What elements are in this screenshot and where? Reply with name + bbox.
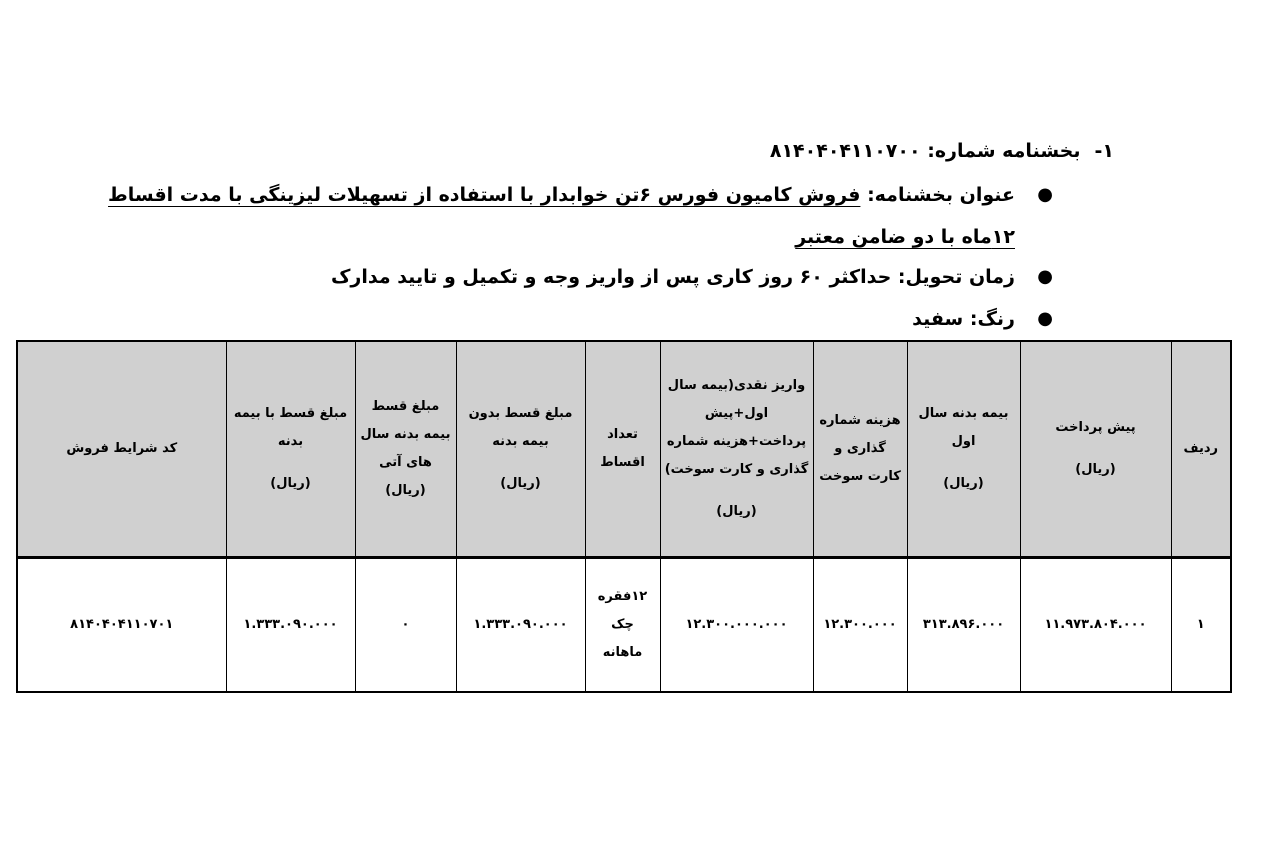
cell-plate-cost: ۱۲.۳۰۰.۰۰۰ [813,558,907,693]
cell-body-insurance: ۳۱۳.۸۹۶.۰۰۰ [907,558,1020,693]
cell-installment-no-insurance: ۱.۳۳۳.۰۹۰.۰۰۰ [456,558,585,693]
header-installment-with-insurance: مبلغ قسط با بیمه بدنه (ریال) [226,341,355,558]
cell-cash-deposit: ۱۲.۳۰۰.۰۰۰.۰۰۰ [660,558,813,693]
header-sale-code: کد شرایط فروش [17,341,226,558]
header-installment-future-insurance: مبلغ قسط بیمه بدنه سال های آتی (ریال) [355,341,456,558]
bullet-title-continued [795,226,1015,248]
cell-installments-count: ۱۲فقره چک ماهانه [585,558,660,693]
delivery-text: زمان تحویل: حداکثر ۶۰ روز کاری پس از واریز وجه و تکمیل و تایید مدارک [330,266,1015,288]
cell-sale-code: ۸۱۴۰۴۰۴۱۱۰۷۰۱ [17,558,226,693]
bullet-delivery [330,266,1053,288]
cell-installment-future-insurance: ۰ [355,558,456,693]
bullet-title [108,184,1053,206]
header-row-no: ردیف [1171,341,1231,558]
header-body-insurance: بیمه بدنه سال اول (ریال) [907,341,1020,558]
header-installments-count: تعداد اقساط [585,341,660,558]
bullet-dot-icon: ● [1037,184,1053,205]
header-prepayment: پیش پرداخت (ریال) [1020,341,1171,558]
header-plate-cost: هزینه شماره گذاری و کارت سوخت [813,341,907,558]
cell-row-no: ۱ [1171,558,1231,693]
bullet-dot-icon: ● [1037,308,1053,329]
bullet-dot-icon: ● [1037,266,1053,287]
heading-text: بخشنامه شماره: ۸۱۴۰۴۰۴۱۱۰۷۰۰ [769,140,1081,162]
header-installment-no-insurance: مبلغ قسط بدون بیمه بدنه (ریال) [456,341,585,558]
cell-installment-with-insurance: ۱.۳۳۳.۰۹۰.۰۰۰ [226,558,355,693]
cell-prepayment: ۱۱.۹۷۳.۸۰۴.۰۰۰ [1020,558,1171,693]
title-label: عنوان بخشنامه: [867,184,1015,206]
heading-number: ۱- [1094,140,1114,162]
bullet-color [912,308,1053,330]
header-cash-deposit: واریز نقدی(بیمه سال اول+پیش پرداخت+هزینه شماره گذاری و کارت سوخت) (ریال) [660,341,813,558]
circular-heading [770,140,1114,162]
title-value-line1: فروش کامیون فورس ۶تن خوابدار با استفاده از تسهیلات لیزینگی با مدت اقساط [108,184,861,206]
color-text: رنگ: سفید [912,308,1015,330]
table-header-row [17,341,1231,558]
title-value-line2: ۱۲ماه با دو ضامن معتبر [795,226,1015,248]
table-row [17,558,1231,693]
sale-conditions-table [16,340,1232,693]
